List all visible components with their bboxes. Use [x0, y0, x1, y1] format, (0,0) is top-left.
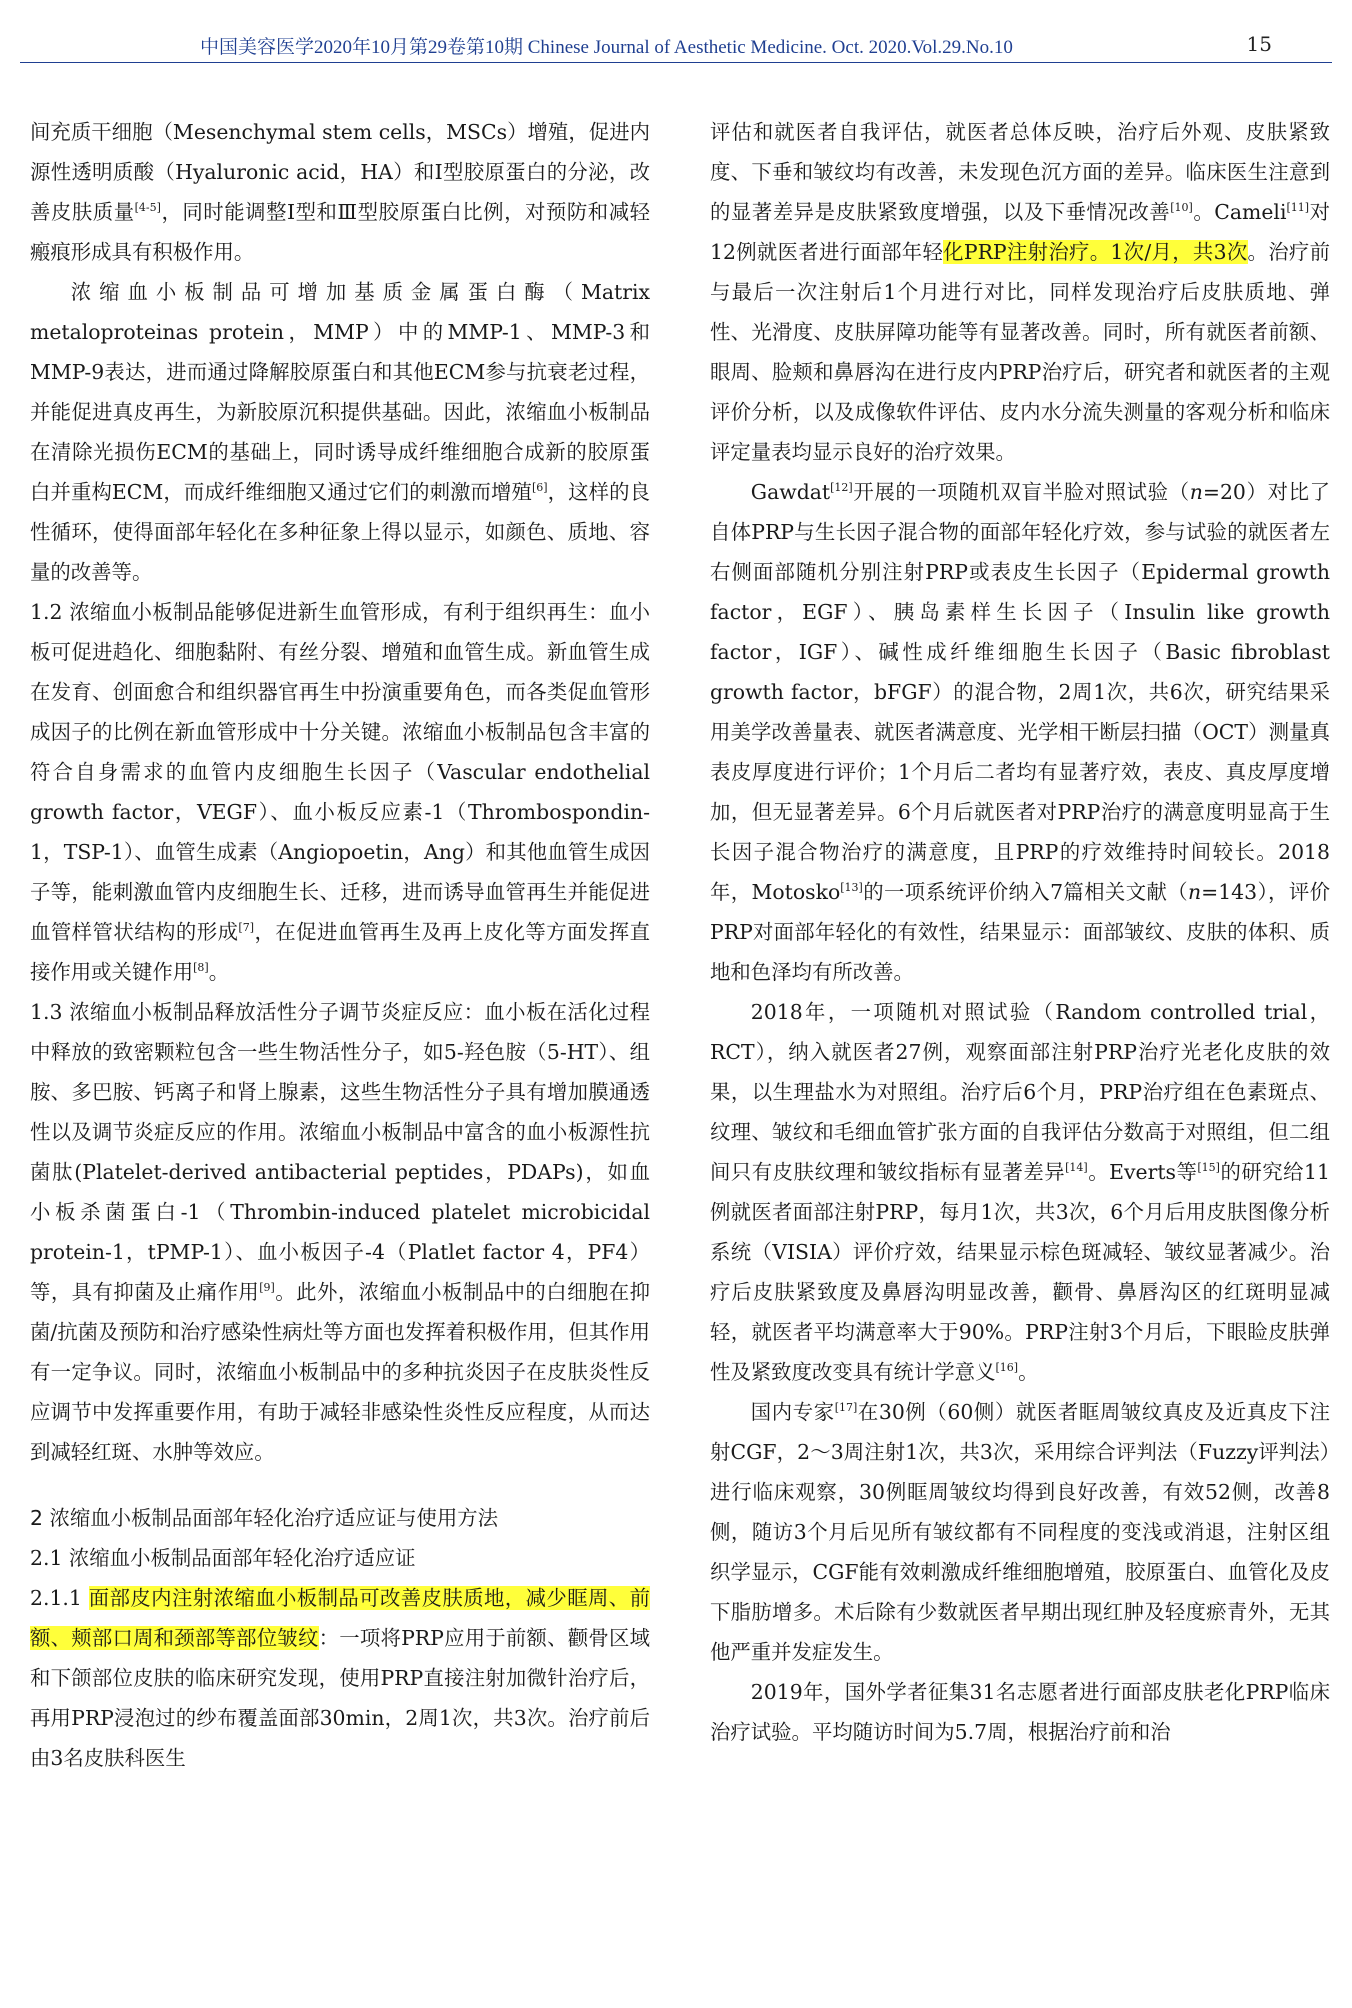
paragraph: 1.2 浓缩血小板制品能够促进新生血管形成，有利于组织再生：血小板可促进趋化、细胞黏附、有丝分裂、增殖和血管生成。新血管生成在发育、创面愈合和组织器官再生中扮演重要角色，而各类促血管形成因子的比例在新血管形成中十分关键。浓缩血小板制品包含丰富的符合自身需求的血管内皮细胞生长因子（Vascular endothelial growth factor，VEGF）、血小板反应素-1（Thrombospondin-1，TSP-1）、血管生成素（Angiopoetin，Ang）和其他血管生成因子等，能刺激血管内皮细胞生长、迁移，进而诱导血管再生并能促进血管样管状结构的形成[7]，在促进血管再生及再上皮化等方面发挥直接作用或关键作用[8]。	[30, 600, 651, 984]
highlighted-text: 化PRP注射治疗。1次/月，共3次	[943, 240, 1248, 264]
paragraph: Gawdat[12]开展的一项随机双盲半脸对照试验（n=20）对比了自体PRP与生长因子混合物的面部年轻化疗效，参与试验的就医者左右侧面部随机分别注射PRP或表皮生长因子（Epidermal growth factor，EGF）、胰岛素样生长因子（Insulin like growth factor，IGF）、碱性成纤维细胞生长因子（Basic fibroblast growth factor，bFGF）的混合物，2周1次，共6次，研究结果采用美学改善量表、就医者满意度、光学相干断层扫描（OCT）测量真表皮厚度进行评价；1个月后二者均有显著疗效，表皮、真皮厚度增加，但无显著差异。6个月后就医者对PRP治疗的满意度明显高于生长因子混合物治疗的满意度，且PRP的疗效维持时间较长。2018年，Motosko[13]的一项系统评价纳入7篇相关文献（n=143），评价PRP对面部年轻化的有效性，结果显示：面部皱纹、皮肤的体积、质地和色泽均有所改善。	[710, 480, 1331, 984]
paragraph: 评估和就医者自我评估，就医者总体反映，治疗后外观、皮肤紧致度、下垂和皱纹均有改善，未发现色沉方面的差异。临床医生注意到的显著差异是皮肤紧致度增强，以及下垂情况改善[10]。Cameli[11]对12例就医者进行面部年轻化PRP注射治疗。1次/月，共3次。治疗前与最后一次注射后1个月进行对比，同样发现治疗后皮肤质地、弹性、光滑度、皮肤屏障功能等有显著改善。同时，所有就医者前额、眼周、脸颊和鼻唇沟在进行皮内PRP治疗后，研究者和就医者的主观评价分析，以及成像软件评估、皮内水分流失测量的客观分析和临床评定量表均显示良好的治疗效果。	[710, 120, 1331, 464]
paragraph: 国内专家[17]在30例（60侧）就医者眶周皱纹真皮及近真皮下注射CGF，2～3周注射1次，共3次，采用综合评判法（Fuzzy评判法）进行临床观察，30例眶周皱纹均得到良好改善，有效52侧，改善8侧，随访3个月后见所有皱纹都有不同程度的变浅或消退，注射区组织学显示，CGF能有效刺激成纤维细胞增殖，胶原蛋白、血管化及皮下脂肪增多。术后除有少数就医者早期出现红肿及轻度瘀青外，无其他严重并发症发生。	[710, 1400, 1331, 1664]
right-column	[710, 112, 1330, 1752]
subsection-heading: 2.1 浓缩血小板制品面部年轻化治疗适应证	[30, 1546, 416, 1570]
section-heading: 2 浓缩血小板制品面部年轻化治疗适应证与使用方法	[30, 1506, 499, 1530]
page-number: 15	[1246, 32, 1272, 56]
running-header	[20, 28, 1332, 63]
left-column	[30, 112, 650, 1778]
paragraph: 2019年，国外学者征集31名志愿者进行面部皮肤老化PRP临床治疗试验。平均随访时间为5.7周，根据治疗前和治	[710, 1680, 1330, 1744]
paragraph: 2.1.1 面部皮内注射浓缩血小板制品可改善皮肤质地，减少眶周、前额、颊部口周和颈部等部位皱纹：一项将PRP应用于前额、颧骨区域和下颌部位皮肤的临床研究发现，使用PRP直接注射加微针治疗后，再用PRP浸泡过的纱布覆盖面部30min，2周1次，共3次。治疗前后由3名皮肤科医生	[30, 1586, 651, 1770]
journal-citation: 中国美容医学2020年10月第29卷第10期 Chinese Journal of Aesthetic Medicine. Oct. 2020.Vol.29.No.10	[200, 37, 1013, 58]
paragraph: 浓缩血小板制品可增加基质金属蛋白酶（Matrix metaloproteinas protein，MMP）中的MMP-1、MMP-3和MMP-9表达，进而通过降解胶原蛋白和其他ECM参与抗衰老过程，并能促进真皮再生，为新胶原沉积提供基础。因此，浓缩血小板制品在清除光损伤ECM的基础上，同时诱导成纤维细胞合成新的胶原蛋白并重构ECM，而成纤维细胞又通过它们的刺激而增殖[6]，这样的良性循环，使得面部年轻化在多种征象上得以显示，如颜色、质地、容量的改善等。	[30, 280, 650, 584]
highlighted-text: 面部皮内注射浓缩血小板制品可改善皮肤质地，减少眶周、前额、颊部口周和颈部等部位皱纹	[30, 1586, 650, 1650]
paragraph: 间充质干细胞（Mesenchymal stem cells，MSCs）增殖，促进内源性透明质酸（Hyaluronic acid，HA）和Ⅰ型胶原蛋白的分泌，改善皮肤质量[4-5]，同时能调整Ⅰ型和Ⅲ型胶原蛋白比例，对预防和减轻瘢痕形成具有积极作用。	[30, 120, 651, 264]
paragraph: 1.3 浓缩血小板制品释放活性分子调节炎症反应：血小板在活化过程中释放的致密颗粒包含一些生物活性分子，如5-羟色胺（5-HT）、组胺、多巴胺、钙离子和肾上腺素，这些生物活性分子具有增加膜通透性以及调节炎症反应的作用。浓缩血小板制品中富含的血小板源性抗菌肽(Platelet-derived antibacterial peptides，PDAPs)，如血小板杀菌蛋白-1（Thrombin-induced platelet microbicidal protein-1，tPMP-1）、血小板因子-4（Platlet factor 4，PF4）等，具有抑菌及止痛作用[9]。此外，浓缩血小板制品中的白细胞在抑菌/抗菌及预防和治疗感染性病灶等方面也发挥着积极作用，但其作用有一定争议。同时，浓缩血小板制品中的多种抗炎因子在皮肤炎性反应调节中发挥重要作用，有助于减轻非感染性炎性反应程度，从而达到减轻红斑、水肿等效应。	[30, 1000, 651, 1464]
paragraph: 2018年，一项随机对照试验（Random controlled trial，RCT），纳入就医者27例，观察面部注射PRP治疗光老化皮肤的效果，以生理盐水为对照组。治疗后6个月，PRP治疗组在色素斑点、纹理、皱纹和毛细血管扩张方面的自我评估分数高于对照组，但二组间只有皮肤纹理和皱纹指标有显著差异[14]。Everts等[15]的研究给11例就医者面部注射PRP，每月1次，共3次，6个月后用皮肤图像分析系统（VISIA）评价疗效，结果显示棕色斑减轻、皱纹显著减少。治疗后皮肤紧致度及鼻唇沟明显改善，颧骨、鼻唇沟区的红斑明显减轻，就医者平均满意率大于90%。PRP注射3个月后，下眼睑皮肤弹性及紧致度改变具有统计学意义[16]。	[710, 1000, 1330, 1384]
